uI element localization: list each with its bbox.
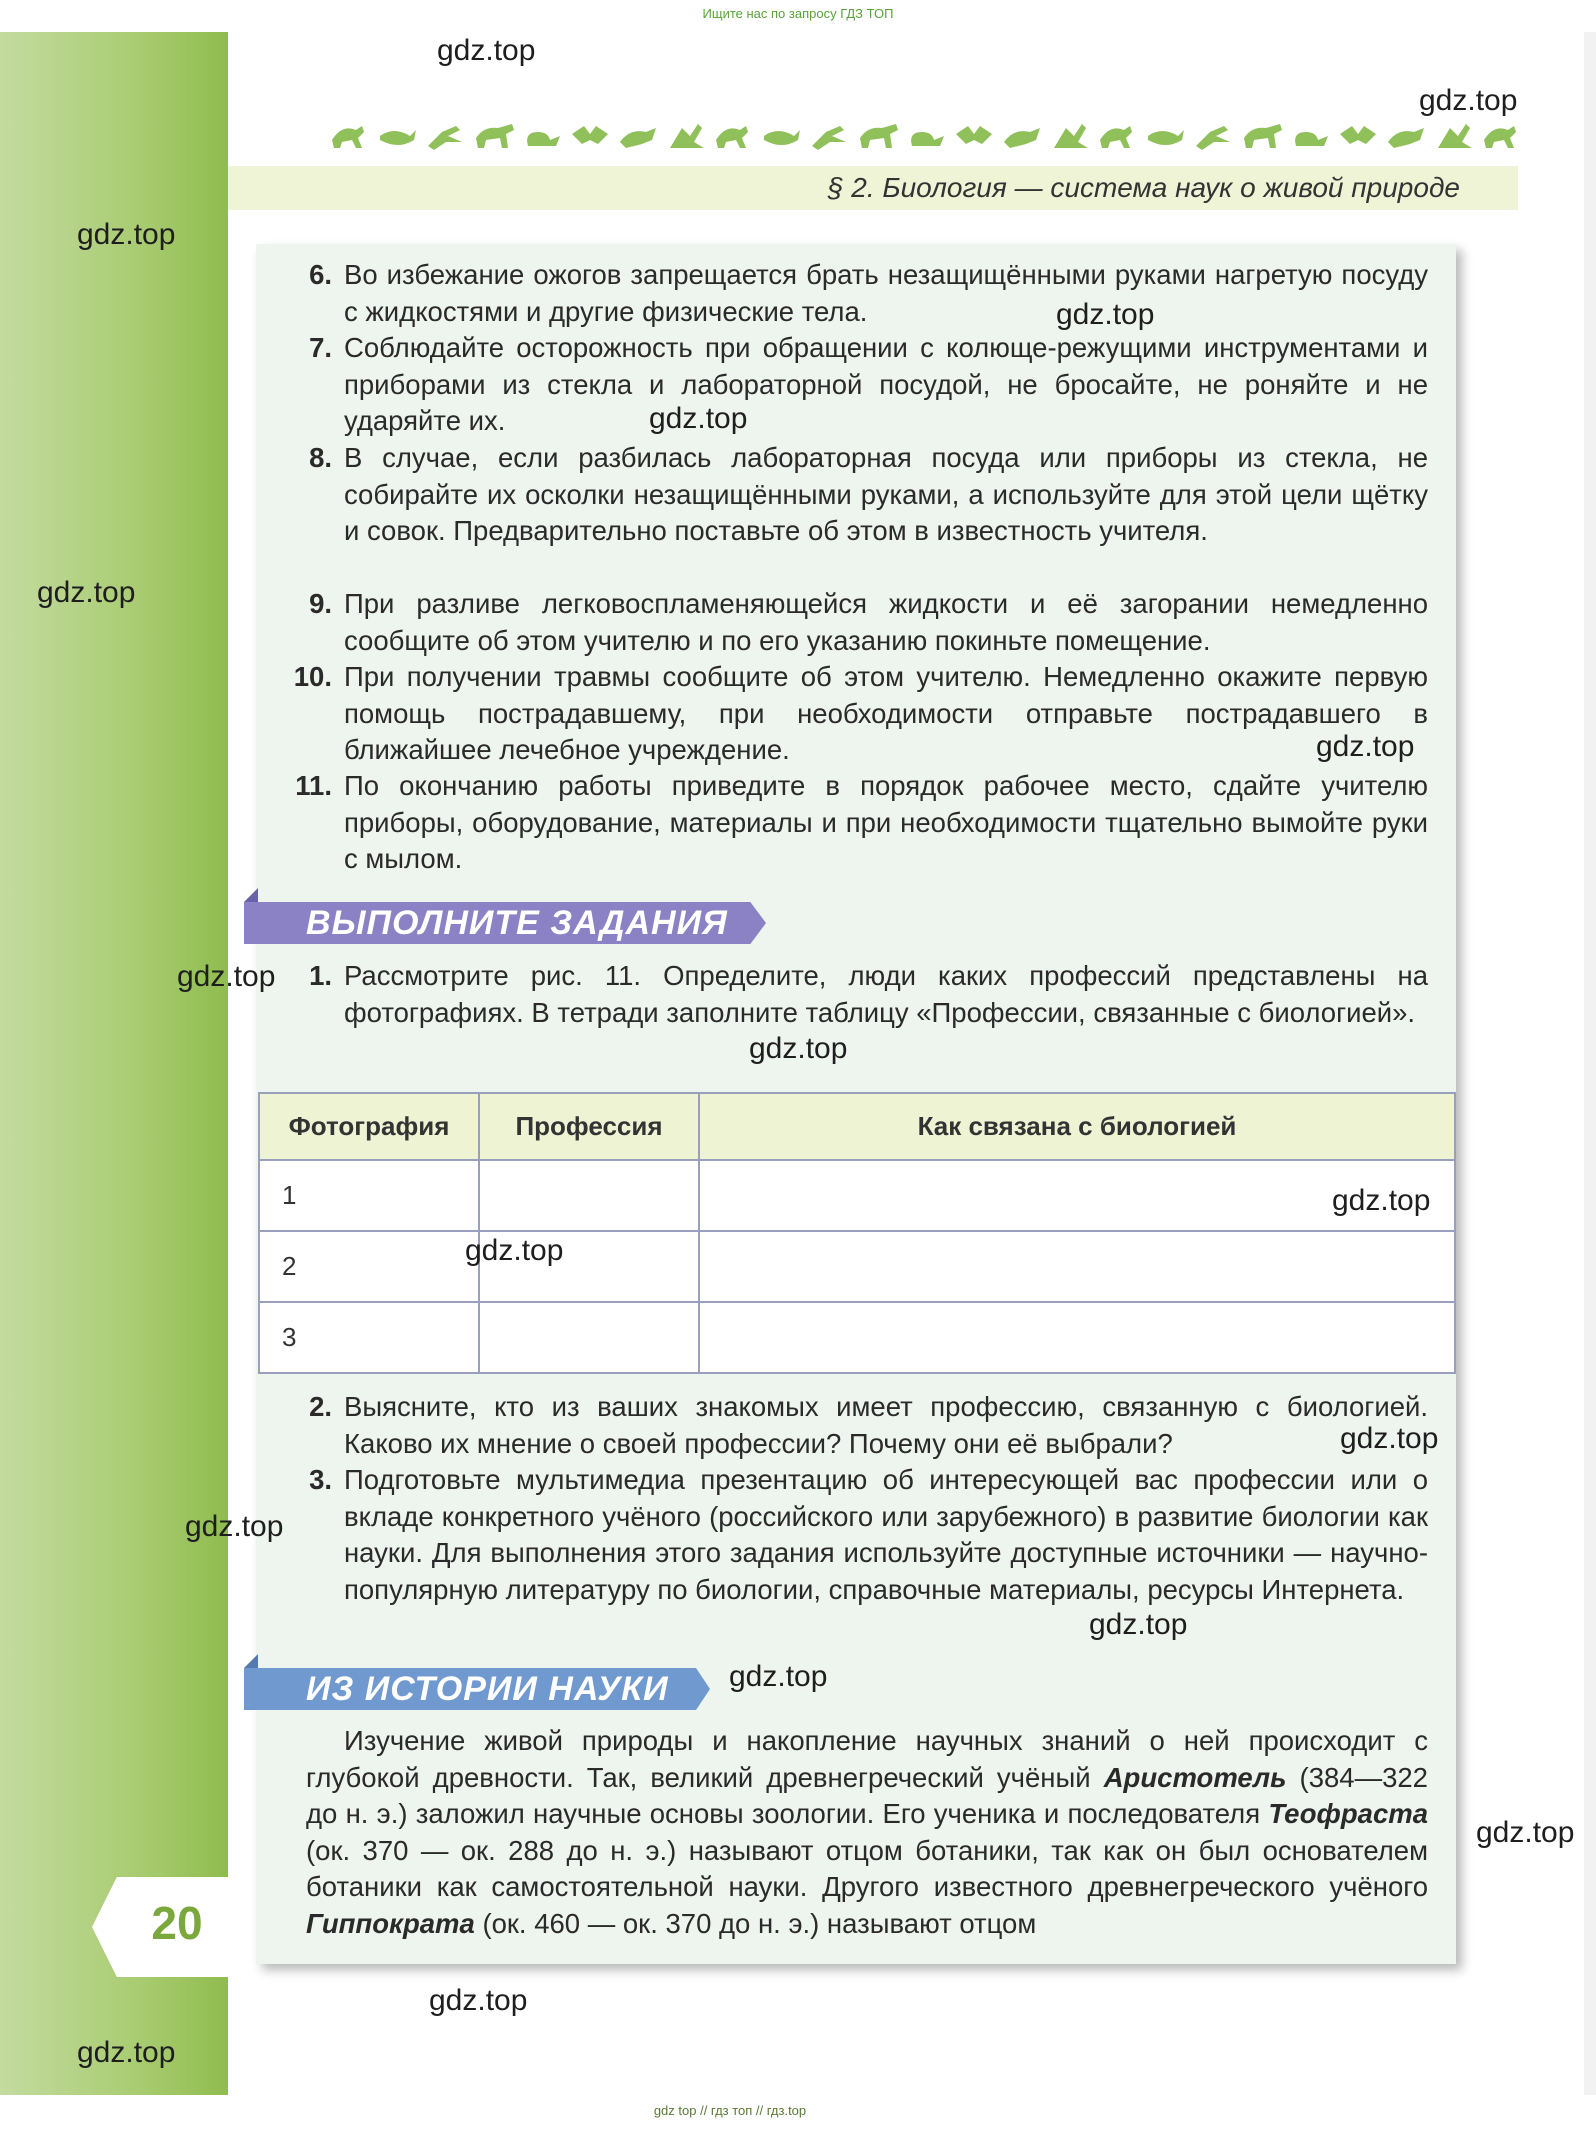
watermark: gdz.top xyxy=(649,402,748,435)
task-item xyxy=(286,1389,1428,1462)
animal-silhouette-icon xyxy=(1295,132,1328,146)
watermark: gdz.top xyxy=(37,576,136,609)
history-text: (ок. 460 — ок. 370 до н. э.) называют отцом xyxy=(474,1907,1037,1939)
right-page-edge xyxy=(1584,32,1596,2095)
history-text: Изучение живой природы и накопление научных знаний о ней происходит с глубокой древности. Так, великий древнегреческий учёный xyxy=(306,1725,1428,1793)
top-search-note: Ищите нас по запросу ГДЗ ТОП xyxy=(702,6,894,21)
watermark: gdz.top xyxy=(1056,298,1155,331)
task-number: 2. xyxy=(309,1391,332,1422)
table-cell: 2 xyxy=(259,1231,479,1302)
animal-silhouette-icon xyxy=(572,126,608,144)
task-item xyxy=(286,1462,1428,1608)
watermark: gdz.top xyxy=(1476,1816,1575,1849)
rule-item xyxy=(286,586,1428,659)
watermark: gdz.top xyxy=(1332,1184,1431,1217)
watermark: gdz.top xyxy=(465,1234,564,1267)
watermark: gdz.top xyxy=(437,34,536,67)
professions-table xyxy=(258,1092,1456,1374)
rule-number: 9. xyxy=(309,588,332,619)
rule-item xyxy=(286,659,1428,769)
scientist-name-hippocrates: Гиппократа xyxy=(306,1907,475,1939)
task-number: 3. xyxy=(309,1464,332,1495)
animal-silhouette-icon xyxy=(716,126,748,148)
animal-silhouette-icon xyxy=(860,124,898,148)
animal-silhouette-icon xyxy=(670,124,704,148)
task-number: 1. xyxy=(309,960,332,991)
rule-text: Во избежание ожогов запрещается брать незащищёнными руками нагретую посуду с жидкостями и другие физические тела. xyxy=(344,259,1428,327)
animal-silhouette-icon xyxy=(1340,126,1376,144)
rule-item xyxy=(286,440,1428,550)
animal-silhouette-icon xyxy=(1438,124,1472,148)
history-banner-label: ИЗ ИСТОРИИ НАУКИ xyxy=(306,1670,669,1708)
tasks-banner-label: ВЫПОЛНИТЕ ЗАДАНИЯ xyxy=(306,904,728,942)
table-header-photo: Фотография xyxy=(259,1093,479,1160)
rule-text: При разливе легковоспламеняющейся жидкости и её загорании немедленно сообщите об этом учителю и по его указанию покиньте помещение. xyxy=(344,588,1428,656)
animal-silhouette-icon xyxy=(956,126,992,144)
table-cell: 3 xyxy=(259,1302,479,1373)
rule-number: 8. xyxy=(309,442,332,473)
table-row xyxy=(259,1302,1455,1373)
table-row xyxy=(259,1231,1455,1302)
left-sidebar-band xyxy=(0,32,228,2095)
task-text: Рассмотрите рис. 11. Определите, люди каких профессий представлены на фотографиях. В тетради заполните таблицу «Профессии, связанные с биологией». xyxy=(344,960,1428,1028)
rule-text: При получении травмы сообщите об этом учителю. Немедленно окажите первую помощь пострадавшему, при необходимости отправьте пострадавшего в ближайшее лечебное учреждение. xyxy=(344,661,1428,765)
animal-silhouettes-decoration xyxy=(332,116,1532,156)
animal-silhouette-icon xyxy=(1100,126,1132,148)
table-cell xyxy=(699,1231,1455,1302)
animal-silhouette-icon xyxy=(332,126,364,148)
task-text: Подготовьте мультимедиа презентацию об интересующей вас профессии или о вкладе конкретного учёного (российского или зарубежного) в развитие биологии как науки. Для выполнения этого задания используйте доступные источники — научно-популярную литературу по биологии, справочные материалы, ресурсы Интернета. xyxy=(344,1464,1428,1605)
watermark: gdz.top xyxy=(185,1510,284,1543)
watermark: gdz.top xyxy=(177,960,276,993)
watermark: gdz.top xyxy=(749,1032,848,1065)
rule-text: По окончанию работы приведите в порядок рабочее место, сдайте учителю приборы, оборудование, материалы и при необходимости тщательно вымойте руки с мылом. xyxy=(344,770,1428,874)
animal-silhouette-icon xyxy=(1484,126,1516,148)
history-paragraph xyxy=(306,1723,1428,1942)
watermark: gdz.top xyxy=(1089,1608,1188,1641)
animal-silhouette-icon xyxy=(1148,130,1184,145)
watermark: gdz.top xyxy=(1316,730,1415,763)
rule-text: В случае, если разбилась лабораторная посуда или приборы из стекла, не собирайте их осколки незащищёнными руками, а используйте для этой цели щётку и совок. Предварительно поставьте об этом в известность учителя. xyxy=(344,442,1428,546)
animal-silhouette-icon xyxy=(812,126,846,150)
history-text: (ок. 370 — ок. 288 до н. э.) называют отцом ботаники, так как он был основателем ботаники как самостоятельной науки. Другого известного древнегреческого учёного xyxy=(306,1834,1428,1902)
rule-item xyxy=(286,330,1428,440)
table-header-relation: Как связана с биологией xyxy=(699,1093,1455,1160)
rule-text: Соблюдайте осторожность при обращении с колюще-режущими инструментами и приборами из стекла и лабораторной посудой, не бросайте, не роняйте и не ударяйте их. xyxy=(344,332,1428,436)
table-cell xyxy=(699,1302,1455,1373)
animal-silhouette-icon xyxy=(476,124,514,148)
rule-number: 10. xyxy=(293,661,332,692)
task-text: Выясните, кто из ваших знакомых имеет профессию, связанную с биологией. Каково их мнение о своей профессии? Почему они её выбрали? xyxy=(344,1391,1428,1459)
animal-silhouette-icon xyxy=(1244,124,1282,148)
watermark: gdz.top xyxy=(77,2036,176,2069)
watermark: gdz.top xyxy=(1340,1422,1439,1455)
history-text: (384—322 до н. э.) заложил научные основы зоологии. Его ученика и последователя xyxy=(306,1761,1428,1829)
scientist-name-theophrastus: Теофраста xyxy=(1268,1798,1428,1829)
task-item xyxy=(286,958,1428,1031)
animal-silhouette-icon xyxy=(527,132,560,146)
animal-silhouette-icon xyxy=(1388,128,1424,148)
watermark: gdz.top xyxy=(1419,84,1518,117)
animal-silhouette-icon xyxy=(764,130,800,145)
animal-silhouette-icon xyxy=(1054,124,1088,148)
animal-silhouette-icon xyxy=(620,128,656,148)
section-title: § 2. Биология — система наук о живой природе xyxy=(827,172,1460,203)
rule-number: 6. xyxy=(309,259,332,290)
watermark: gdz.top xyxy=(77,218,176,251)
animal-silhouette-icon xyxy=(428,126,462,150)
animal-silhouette-icon xyxy=(380,130,416,145)
table-header-profession: Профессия xyxy=(479,1093,699,1160)
page-number: 20 xyxy=(151,1897,203,1949)
table-cell: 1 xyxy=(259,1160,479,1231)
animal-silhouette-icon xyxy=(1004,128,1040,148)
table-cell xyxy=(479,1302,699,1373)
scientist-name-aristotle: Аристотель xyxy=(1103,1761,1287,1793)
animal-silhouette-icon xyxy=(1196,126,1230,150)
table-header-row xyxy=(259,1093,1455,1160)
watermark: gdz.top xyxy=(729,1660,828,1693)
bottom-search-note: gdz top // гдз топ // гдз.top xyxy=(653,2103,807,2118)
table-cell xyxy=(479,1160,699,1231)
table-row xyxy=(259,1160,1455,1231)
rule-item xyxy=(286,768,1428,878)
rule-number: 7. xyxy=(309,332,332,363)
watermark: gdz.top xyxy=(429,1984,528,2017)
rule-number: 11. xyxy=(295,770,332,801)
animal-silhouette-icon xyxy=(911,132,944,146)
rule-item xyxy=(286,257,1428,330)
